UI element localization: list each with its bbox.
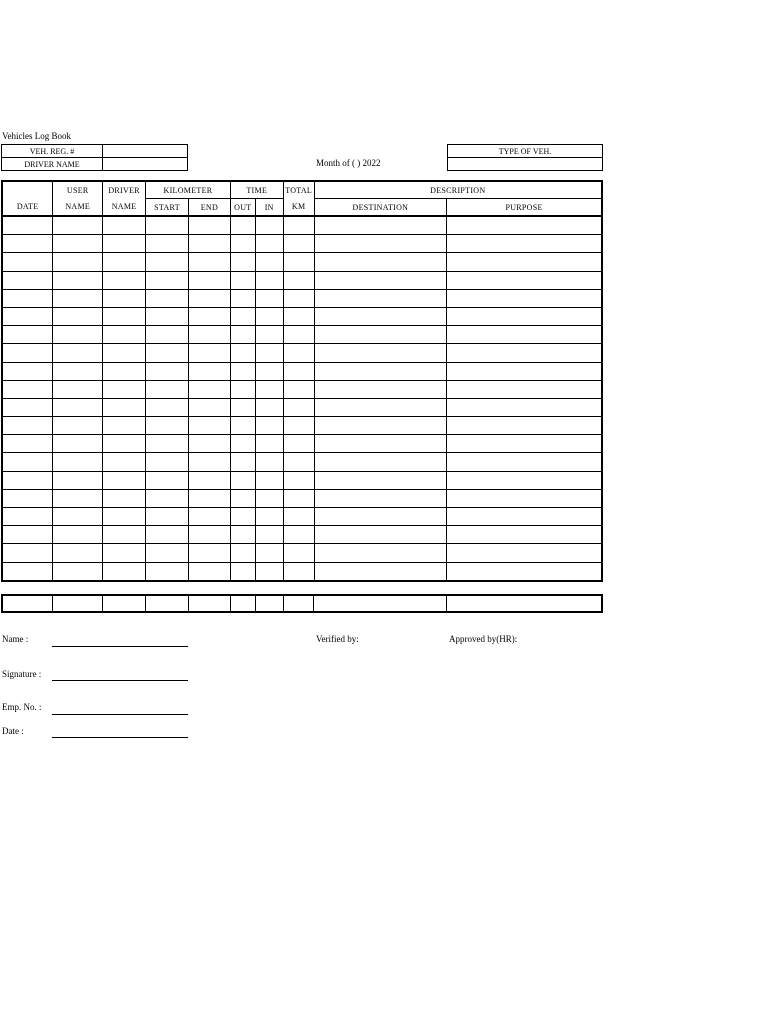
log-cell[interactable] [283, 398, 314, 416]
log-cell[interactable] [2, 508, 53, 526]
log-cell[interactable] [2, 398, 53, 416]
log-cell[interactable] [103, 544, 146, 562]
log-cell[interactable] [146, 326, 189, 344]
driver-name-field[interactable] [103, 158, 188, 171]
log-cell[interactable] [283, 489, 314, 507]
log-cell[interactable] [2, 380, 53, 398]
log-cell[interactable] [188, 453, 230, 471]
log-cell[interactable] [230, 489, 255, 507]
log-cell[interactable] [230, 326, 255, 344]
log-cell[interactable] [255, 471, 283, 489]
log-cell[interactable] [283, 417, 314, 435]
log-cell[interactable] [103, 453, 146, 471]
header-date-top [2, 181, 53, 199]
table-row [2, 453, 602, 471]
log-cell[interactable] [146, 362, 189, 380]
header-driver-top: DRIVER [103, 181, 146, 199]
log-cell[interactable] [188, 326, 230, 344]
header-driver-name: NAME [103, 199, 146, 217]
header-user-name: NAME [53, 199, 103, 217]
log-cell[interactable] [103, 362, 146, 380]
log-cell[interactable] [230, 380, 255, 398]
log-cell[interactable] [53, 216, 103, 235]
log-cell[interactable] [255, 489, 283, 507]
log-cell[interactable] [314, 235, 447, 253]
total-cell[interactable] [314, 595, 447, 612]
log-cell[interactable] [314, 216, 447, 235]
name-label: Name : [2, 634, 29, 644]
log-cell[interactable] [53, 526, 103, 544]
table-row [2, 526, 602, 544]
log-cell[interactable] [146, 471, 189, 489]
table-row [2, 253, 602, 271]
log-cell[interactable] [255, 326, 283, 344]
log-cell[interactable] [314, 526, 447, 544]
log-cell[interactable] [314, 544, 447, 562]
log-cell[interactable] [2, 489, 53, 507]
log-cell[interactable] [53, 326, 103, 344]
log-cell[interactable] [314, 326, 447, 344]
log-cell[interactable] [188, 526, 230, 544]
header-destination: DESTINATION [314, 199, 447, 217]
log-cell[interactable] [314, 471, 447, 489]
vehicle-info-table [1, 144, 188, 171]
table-row [2, 489, 602, 507]
log-cell[interactable] [103, 380, 146, 398]
header-purpose: PURPOSE [447, 199, 602, 217]
log-cell[interactable] [146, 562, 189, 581]
total-cell[interactable] [446, 595, 602, 612]
log-cell[interactable] [283, 216, 314, 235]
type-of-veh-label: TYPE OF VEH. [448, 145, 603, 158]
log-cell[interactable] [2, 453, 53, 471]
log-cell[interactable] [230, 417, 255, 435]
log-cell[interactable] [447, 471, 602, 489]
emp-no-line[interactable] [52, 714, 188, 715]
log-cell[interactable] [188, 307, 230, 325]
month-label: Month of ( ) 2022 [316, 158, 381, 168]
log-cell[interactable] [188, 562, 230, 581]
driver-name-label: DRIVER NAME [2, 158, 103, 171]
log-cell[interactable] [447, 253, 602, 271]
log-cell[interactable] [230, 471, 255, 489]
date-line[interactable] [52, 737, 188, 738]
log-cell[interactable] [283, 526, 314, 544]
log-cell[interactable] [146, 417, 189, 435]
log-cell[interactable] [283, 471, 314, 489]
log-cell[interactable] [53, 362, 103, 380]
log-cell[interactable] [447, 435, 602, 453]
log-cell[interactable] [146, 380, 189, 398]
log-cell[interactable] [283, 253, 314, 271]
log-cell[interactable] [188, 398, 230, 416]
log-cell[interactable] [188, 216, 230, 235]
total-cell[interactable] [188, 595, 230, 612]
log-cell[interactable] [255, 216, 283, 235]
log-cell[interactable] [53, 271, 103, 289]
log-cell[interactable] [314, 435, 447, 453]
log-cell[interactable] [146, 398, 189, 416]
log-cell[interactable] [188, 508, 230, 526]
header-date: DATE [2, 199, 53, 217]
log-cell[interactable] [447, 453, 602, 471]
log-cell[interactable] [283, 562, 314, 581]
log-cell[interactable] [53, 453, 103, 471]
log-cell[interactable] [230, 562, 255, 581]
log-cell[interactable] [103, 562, 146, 581]
log-cell[interactable] [53, 235, 103, 253]
log-cell[interactable] [146, 526, 189, 544]
header-total-top: TOTAL [283, 181, 314, 199]
log-cell[interactable] [103, 489, 146, 507]
log-cell[interactable] [283, 271, 314, 289]
log-cell[interactable] [146, 453, 189, 471]
log-cell[interactable] [447, 362, 602, 380]
log-cell[interactable] [103, 344, 146, 362]
log-cell[interactable] [53, 380, 103, 398]
emp-no-label: Emp. No. : [2, 702, 42, 712]
log-cell[interactable] [314, 362, 447, 380]
verified-by-label: Verified by: [316, 634, 359, 644]
log-cell[interactable] [283, 380, 314, 398]
log-cell[interactable] [146, 307, 189, 325]
log-cell[interactable] [255, 417, 283, 435]
log-cell[interactable] [255, 398, 283, 416]
log-cell[interactable] [2, 326, 53, 344]
table-row [2, 289, 602, 307]
header-time: TIME [230, 181, 283, 199]
veh-reg-label: VEH. REG. # [2, 145, 103, 158]
table-row [2, 435, 602, 453]
log-cell[interactable] [188, 362, 230, 380]
header-description: DESCRIPTION [314, 181, 602, 199]
log-cell[interactable] [230, 453, 255, 471]
log-table [1, 180, 603, 582]
log-cell[interactable] [146, 344, 189, 362]
type-of-veh-field[interactable] [448, 158, 603, 171]
log-cell[interactable] [314, 271, 447, 289]
log-cell[interactable] [2, 271, 53, 289]
log-cell[interactable] [53, 289, 103, 307]
log-cell[interactable] [255, 435, 283, 453]
log-cell[interactable] [103, 435, 146, 453]
header-user-top: USER [53, 181, 103, 199]
log-cell[interactable] [188, 271, 230, 289]
log-cell[interactable] [188, 289, 230, 307]
log-cell[interactable] [53, 398, 103, 416]
log-cell[interactable] [53, 307, 103, 325]
log-cell[interactable] [283, 544, 314, 562]
log-cell[interactable] [146, 271, 189, 289]
table-row [2, 326, 602, 344]
log-rows [2, 216, 602, 581]
log-cell[interactable] [447, 526, 602, 544]
log-cell[interactable] [283, 508, 314, 526]
log-cell[interactable] [103, 417, 146, 435]
table-row [2, 216, 602, 235]
header-out: OUT [230, 199, 255, 217]
log-cell[interactable] [2, 417, 53, 435]
log-cell[interactable] [103, 326, 146, 344]
log-cell[interactable] [255, 544, 283, 562]
total-cell[interactable] [146, 595, 189, 612]
log-cell[interactable] [2, 307, 53, 325]
log-cell[interactable] [53, 344, 103, 362]
total-cell[interactable] [230, 595, 255, 612]
log-cell[interactable] [188, 489, 230, 507]
table-row [2, 417, 602, 435]
log-cell[interactable] [230, 398, 255, 416]
log-cell[interactable] [255, 344, 283, 362]
total-cell[interactable] [283, 595, 314, 612]
log-cell[interactable] [188, 253, 230, 271]
log-cell[interactable] [230, 344, 255, 362]
log-cell[interactable] [2, 526, 53, 544]
log-cell[interactable] [314, 562, 447, 581]
header-kilometer: KILOMETER [146, 181, 231, 199]
totals-row [2, 595, 602, 612]
log-cell[interactable] [146, 489, 189, 507]
log-cell[interactable] [188, 435, 230, 453]
table-row [2, 471, 602, 489]
log-cell[interactable] [255, 526, 283, 544]
date-label: Date : [2, 726, 24, 736]
log-cell[interactable] [255, 562, 283, 581]
log-cell[interactable] [2, 289, 53, 307]
totals-row-table [1, 594, 603, 613]
total-cell[interactable] [255, 595, 283, 612]
log-cell[interactable] [230, 435, 255, 453]
veh-reg-field[interactable] [103, 145, 188, 158]
log-cell[interactable] [53, 417, 103, 435]
log-cell[interactable] [103, 253, 146, 271]
log-cell[interactable] [230, 526, 255, 544]
log-cell[interactable] [230, 544, 255, 562]
log-cell[interactable] [146, 253, 189, 271]
log-cell[interactable] [2, 216, 53, 235]
log-cell[interactable] [2, 435, 53, 453]
log-cell[interactable] [314, 380, 447, 398]
log-cell[interactable] [53, 562, 103, 581]
log-cell[interactable] [314, 453, 447, 471]
log-cell[interactable] [2, 235, 53, 253]
log-cell[interactable] [447, 307, 602, 325]
table-row [2, 271, 602, 289]
log-cell[interactable] [447, 216, 602, 235]
table-row [2, 544, 602, 562]
log-cell[interactable] [230, 235, 255, 253]
document-title: Vehicles Log Book [2, 131, 71, 141]
log-cell[interactable] [447, 489, 602, 507]
header-end: END [188, 199, 230, 217]
log-cell[interactable] [283, 289, 314, 307]
log-cell[interactable] [283, 326, 314, 344]
table-row [2, 235, 602, 253]
log-cell[interactable] [146, 508, 189, 526]
log-cell[interactable] [255, 289, 283, 307]
total-cell[interactable] [2, 595, 53, 612]
log-cell[interactable] [2, 253, 53, 271]
log-cell[interactable] [230, 307, 255, 325]
log-cell[interactable] [283, 235, 314, 253]
log-cell[interactable] [314, 489, 447, 507]
log-cell[interactable] [2, 544, 53, 562]
table-row [2, 307, 602, 325]
log-cell[interactable] [255, 453, 283, 471]
table-row [2, 344, 602, 362]
log-cell[interactable] [53, 253, 103, 271]
log-cell[interactable] [283, 435, 314, 453]
header-total-km: KM [283, 199, 314, 217]
log-cell[interactable] [447, 398, 602, 416]
header-start: START [146, 199, 189, 217]
log-cell[interactable] [53, 435, 103, 453]
log-cell[interactable] [447, 344, 602, 362]
log-cell[interactable] [283, 307, 314, 325]
log-cell[interactable] [146, 216, 189, 235]
table-row [2, 562, 602, 581]
total-cell[interactable] [103, 595, 146, 612]
log-cell[interactable] [314, 307, 447, 325]
log-cell[interactable] [103, 307, 146, 325]
log-cell[interactable] [314, 253, 447, 271]
log-cell[interactable] [103, 289, 146, 307]
log-cell[interactable] [53, 544, 103, 562]
table-row [2, 380, 602, 398]
log-cell[interactable] [255, 253, 283, 271]
log-cell[interactable] [53, 471, 103, 489]
log-cell[interactable] [447, 271, 602, 289]
log-cell[interactable] [447, 562, 602, 581]
log-cell[interactable] [230, 271, 255, 289]
log-cell[interactable] [230, 253, 255, 271]
log-cell[interactable] [146, 289, 189, 307]
log-cell[interactable] [283, 453, 314, 471]
log-cell[interactable] [314, 398, 447, 416]
log-cell[interactable] [188, 471, 230, 489]
log-cell[interactable] [255, 380, 283, 398]
log-cell[interactable] [314, 417, 447, 435]
signature-label: Signature : [2, 669, 42, 679]
log-cell[interactable] [314, 344, 447, 362]
header-in: IN [255, 199, 283, 217]
table-row [2, 398, 602, 416]
log-cell[interactable] [447, 508, 602, 526]
vehicle-type-table [447, 144, 603, 171]
log-cell[interactable] [103, 508, 146, 526]
log-cell[interactable] [188, 380, 230, 398]
log-cell[interactable] [2, 471, 53, 489]
log-cell[interactable] [103, 526, 146, 544]
log-cell[interactable] [255, 307, 283, 325]
log-cell[interactable] [314, 289, 447, 307]
log-cell[interactable] [188, 417, 230, 435]
log-cell[interactable] [447, 235, 602, 253]
log-cell[interactable] [103, 398, 146, 416]
log-cell[interactable] [283, 344, 314, 362]
total-cell[interactable] [53, 595, 103, 612]
signature-line[interactable] [52, 680, 188, 681]
name-line[interactable] [52, 646, 188, 647]
table-row [2, 508, 602, 526]
log-cell[interactable] [2, 562, 53, 581]
log-cell[interactable] [447, 417, 602, 435]
log-cell[interactable] [230, 508, 255, 526]
log-cell[interactable] [103, 271, 146, 289]
table-row [2, 362, 602, 380]
log-cell[interactable] [230, 216, 255, 235]
log-cell[interactable] [146, 235, 189, 253]
log-cell[interactable] [188, 235, 230, 253]
approved-by-label: Approved by(HR): [449, 634, 518, 644]
log-cell[interactable] [255, 235, 283, 253]
log-cell[interactable] [103, 216, 146, 235]
log-cell[interactable] [447, 380, 602, 398]
log-cell[interactable] [188, 344, 230, 362]
log-cell[interactable] [103, 471, 146, 489]
log-cell[interactable] [230, 289, 255, 307]
log-cell[interactable] [255, 271, 283, 289]
log-cell[interactable] [255, 508, 283, 526]
log-cell[interactable] [283, 362, 314, 380]
log-cell[interactable] [146, 544, 189, 562]
log-cell[interactable] [255, 362, 283, 380]
log-cell[interactable] [146, 435, 189, 453]
log-cell[interactable] [230, 362, 255, 380]
log-cell[interactable] [2, 362, 53, 380]
log-cell[interactable] [2, 344, 53, 362]
log-cell[interactable] [188, 544, 230, 562]
log-cell[interactable] [103, 235, 146, 253]
log-cell[interactable] [447, 544, 602, 562]
log-cell[interactable] [447, 326, 602, 344]
log-cell[interactable] [314, 508, 447, 526]
log-cell[interactable] [53, 508, 103, 526]
log-cell[interactable] [447, 289, 602, 307]
log-cell[interactable] [53, 489, 103, 507]
